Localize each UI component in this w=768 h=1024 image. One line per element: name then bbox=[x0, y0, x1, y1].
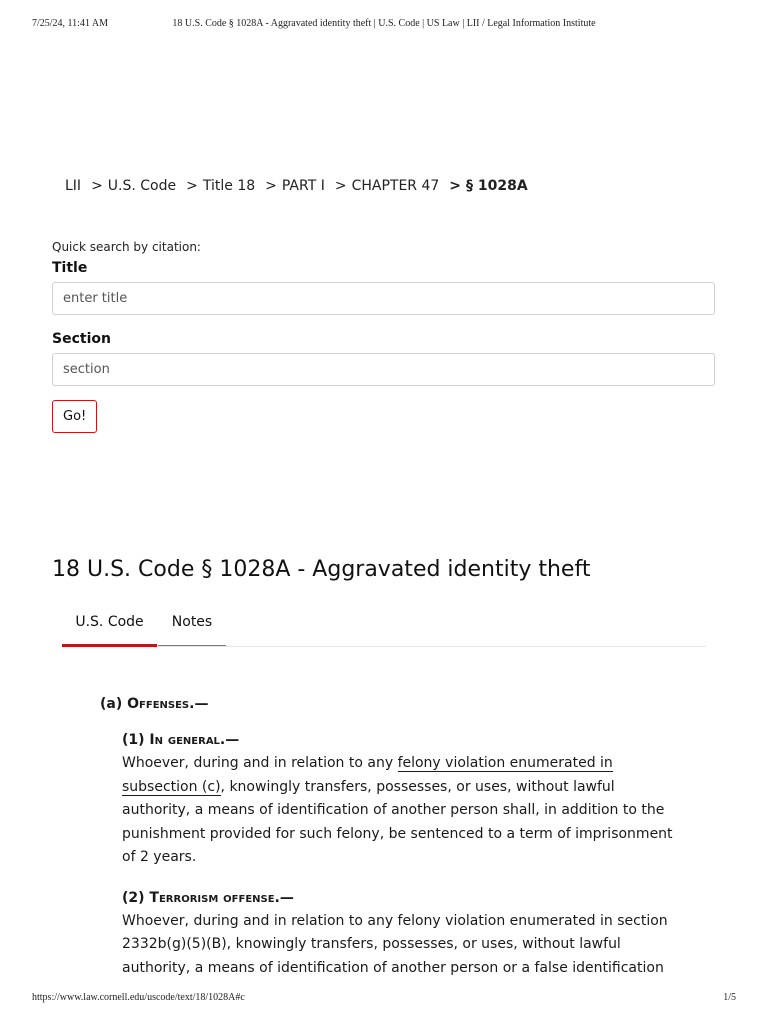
print-header bbox=[32, 18, 736, 32]
print-datetime: 7/25/24, 11:41 AM bbox=[32, 18, 109, 29]
subsection-a-heading bbox=[100, 696, 680, 712]
subsection-a-label: (a) bbox=[100, 696, 123, 712]
breadcrumb bbox=[65, 178, 528, 194]
breadcrumb-separator: > bbox=[186, 178, 198, 194]
breadcrumb-lii[interactable]: LII bbox=[65, 178, 82, 194]
breadcrumb-separator: > bbox=[449, 178, 462, 194]
paragraph-1-text-before: Whoever, during and in relation to any bbox=[122, 755, 398, 771]
paragraph-1-heading bbox=[122, 730, 680, 750]
breadcrumb-current: § 1028A bbox=[466, 178, 528, 194]
statute-body bbox=[100, 696, 680, 998]
paragraph-2-label: (2) bbox=[122, 889, 145, 906]
breadcrumb-title-18[interactable]: Title 18 bbox=[202, 178, 256, 194]
print-footer bbox=[32, 992, 736, 1006]
tab-us-code[interactable]: U.S. Code bbox=[62, 608, 157, 647]
section-label: Section bbox=[52, 331, 111, 347]
page-title: 18 U.S. Code § 1028A - Aggravated identity theft bbox=[52, 557, 591, 582]
paragraph-2-title: Terrorism offense.— bbox=[149, 889, 294, 906]
breadcrumb-separator: > bbox=[334, 178, 347, 194]
print-doc-title: 18 U.S. Code § 1028A - Aggravated identity theft | U.S. Code | US Law | LII / Legal Information Institute bbox=[172, 18, 596, 29]
title-input[interactable] bbox=[52, 282, 715, 315]
print-page-number: 1/5 bbox=[723, 992, 736, 1003]
paragraph-1-label: (1) bbox=[122, 732, 145, 748]
citation-search-form bbox=[52, 240, 715, 433]
breadcrumb-chapter-47[interactable]: CHAPTER 47 bbox=[351, 178, 440, 194]
breadcrumb-separator: > bbox=[91, 178, 103, 194]
search-intro: Quick search by citation: bbox=[52, 240, 201, 254]
paragraph-2 bbox=[122, 888, 680, 981]
breadcrumb-separator: > bbox=[265, 178, 277, 194]
title-label: Title bbox=[52, 260, 88, 276]
print-url: https://www.law.cornell.edu/uscode/text/18/1028A#c bbox=[32, 992, 245, 1003]
paragraph-2-text: Whoever, during and in relation to any felony violation enumerated in section 2332b(g)(5)(B), knowingly transfers, possesses, or uses, without lawful authority, a means of identification of another person or a false identification bbox=[122, 912, 668, 976]
paragraph-1-title: In general.— bbox=[149, 732, 240, 748]
tab-notes[interactable]: Notes bbox=[158, 608, 226, 646]
subsection-a-title: Offenses.— bbox=[127, 696, 209, 712]
paragraph-1-text bbox=[122, 752, 680, 870]
breadcrumb-part-i[interactable]: PART I bbox=[281, 178, 325, 194]
subsection-c-link[interactable]: felony violation enumerated in subsection (c) bbox=[122, 755, 613, 795]
paragraph-1-text-after: , knowingly transfers, possesses, or uses, without lawful authority, a means of identification of another person shall, in addition to the punishment provided for such felony, be sentenced to a term of imprisonment of 2 years. bbox=[122, 778, 673, 865]
go-button[interactable]: Go! bbox=[52, 400, 97, 433]
paragraph-2-heading bbox=[122, 888, 680, 908]
section-input[interactable] bbox=[52, 353, 715, 386]
breadcrumb-us-code[interactable]: U.S. Code bbox=[107, 178, 177, 194]
paragraph-1 bbox=[122, 730, 680, 870]
tab-bar bbox=[62, 608, 706, 647]
